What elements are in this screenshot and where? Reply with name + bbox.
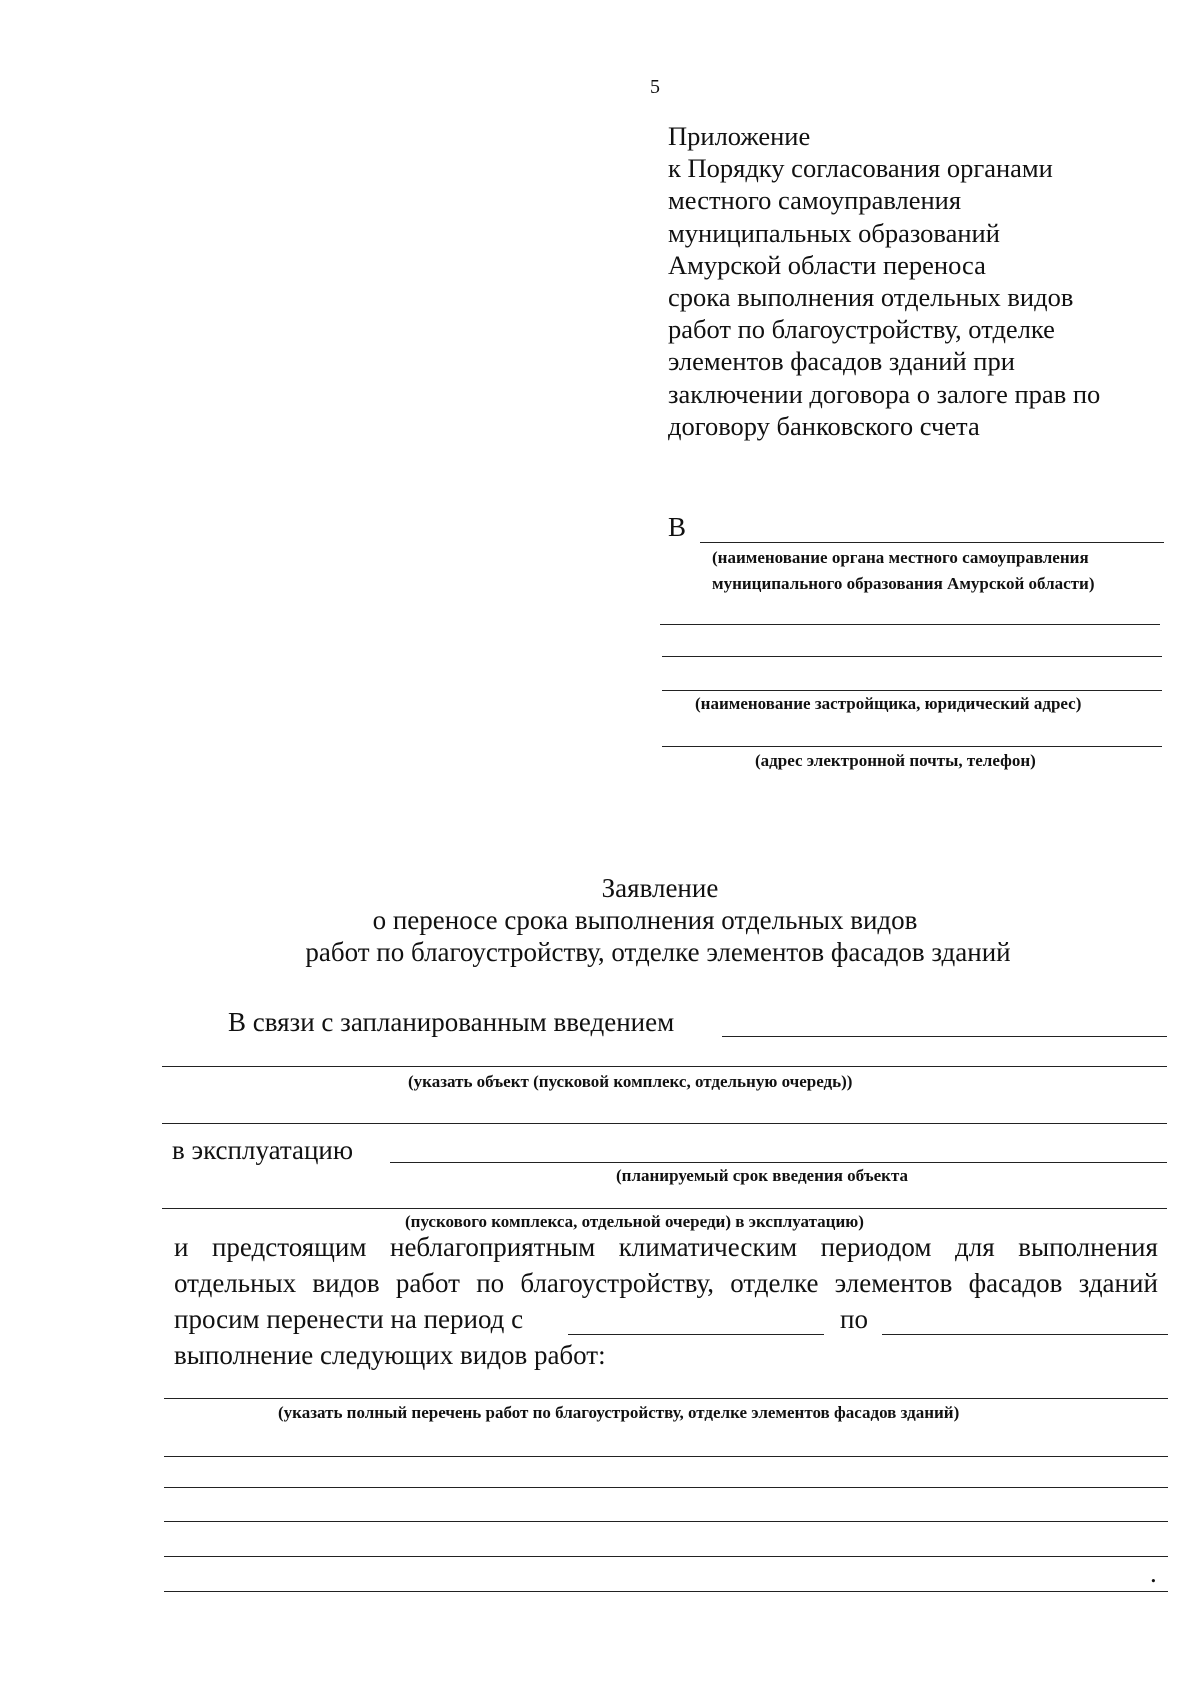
works-field-line-5[interactable] (164, 1556, 1168, 1557)
developer-field-line-1[interactable] (660, 624, 1160, 625)
deadline-field-line-2[interactable] (162, 1208, 1167, 1209)
appendix-line: Амурской области переноса (668, 249, 986, 280)
commissioning-label: в эксплуатацию (172, 1135, 354, 1165)
authority-caption-line: (наименование органа местного самоуправления (712, 548, 1089, 567)
title-line: работ по благоустройству, отделке элементов фасадов зданий (305, 937, 1011, 967)
paragraph-word: климатическим (618, 1232, 798, 1262)
contact-field[interactable] (662, 746, 1162, 747)
developer-caption: (наименование застройщика, юридический адрес) (695, 694, 1082, 713)
authority-name-field[interactable] (700, 542, 1164, 543)
period-to-label: по (840, 1304, 868, 1334)
paragraph-word: элементов (834, 1268, 953, 1298)
object-field-inline[interactable] (722, 1036, 1167, 1037)
appendix-line: местного самоуправления (668, 185, 962, 216)
paragraph-word: работ (395, 1268, 460, 1298)
paragraph-word: выполнения (1018, 1232, 1158, 1262)
deadline-field[interactable] (390, 1162, 1167, 1163)
works-field-line-4[interactable] (164, 1521, 1168, 1522)
authority-caption-line: муниципального образования Амурской области) (712, 574, 1095, 593)
period-start-field[interactable] (568, 1334, 824, 1335)
appendix-line: договору банковского счета (668, 410, 980, 441)
intro-text: В связи с запланированным введением (228, 1007, 675, 1037)
addressee-prefix: В (668, 512, 687, 542)
appendix-line: срока выполнения отдельных видов (668, 282, 1074, 313)
object-field-line-2[interactable] (162, 1123, 1167, 1124)
paragraph-word: отдельных (174, 1268, 297, 1298)
object-field-line[interactable] (162, 1066, 1167, 1067)
works-field-line-2[interactable] (164, 1456, 1168, 1457)
paragraph-line-2 (174, 1268, 1158, 1299)
paragraph-word: видов (312, 1268, 380, 1298)
works-label: выполнение следующих видов работ: (174, 1340, 606, 1370)
period-end-field[interactable] (882, 1334, 1168, 1335)
works-caption: (указать полный перечень работ по благоустройству, отделке элементов фасадов зданий) (278, 1403, 960, 1422)
appendix-line: заключении договора о залоге прав по (668, 378, 1101, 409)
paragraph-word: неблагоприятным (390, 1232, 596, 1262)
paragraph-word: фасадов (968, 1268, 1063, 1298)
appendix-line: элементов фасадов зданий при (668, 346, 1015, 377)
appendix-line: муниципальных образований (668, 217, 1000, 248)
deadline-caption-cont: (пускового комплекса, отдельной очереди) в эксплуатацию) (405, 1212, 864, 1231)
paragraph-word: отделке (730, 1268, 819, 1298)
page-number: 5 (650, 76, 660, 98)
appendix-header (668, 120, 1100, 442)
title-line: Заявление (601, 873, 719, 903)
works-field-line-6[interactable] (164, 1591, 1168, 1592)
appendix-line: Приложение (668, 121, 811, 151)
period-from-label: просим перенести на период с (174, 1304, 524, 1334)
paragraph-word: и (174, 1232, 189, 1262)
object-caption: (указать объект (пусковой комплекс, отдельную очередь)) (408, 1072, 853, 1091)
works-field-line-3[interactable] (164, 1487, 1168, 1488)
paragraph-word: по (476, 1268, 505, 1298)
developer-field-line-2[interactable] (662, 656, 1162, 657)
paragraph-line-1 (174, 1232, 1158, 1263)
paragraph-word: благоустройству, (520, 1268, 714, 1298)
authority-caption (712, 545, 1095, 597)
deadline-caption: (планируемый срок введения объекта (616, 1166, 909, 1185)
appendix-line: к Порядку согласования органами (668, 153, 1053, 184)
end-mark: . (1150, 1558, 1157, 1588)
contact-caption: (адрес электронной почты, телефон) (755, 751, 1036, 770)
appendix-line: работ по благоустройству, отделке (668, 314, 1055, 345)
paragraph-word: зданий (1078, 1268, 1158, 1298)
paragraph-word: предстоящим (211, 1232, 367, 1262)
title-line: о переносе срока выполнения отдельных видов (372, 905, 918, 935)
developer-field-line-3[interactable] (662, 690, 1162, 691)
paragraph-word: периодом (820, 1232, 932, 1262)
works-field-line-1[interactable] (164, 1398, 1168, 1399)
paragraph-word: для (955, 1232, 995, 1262)
